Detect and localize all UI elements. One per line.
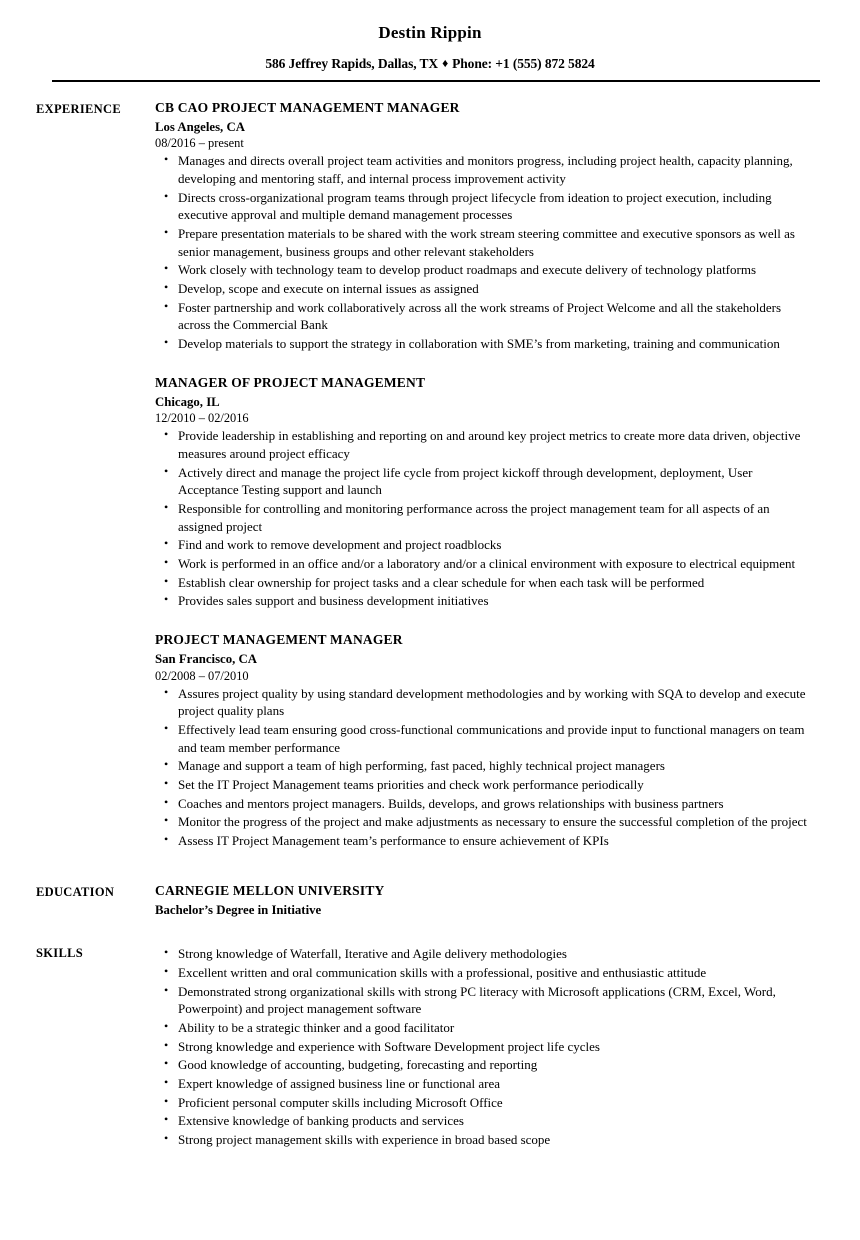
list-item: • Monitor the progress of the project and make adjustments as necessary to ensure the successful completion of the project: [155, 813, 808, 831]
list-item: • Provide leadership in establishing and reporting on and around key project metrics to create more data driven, objective measures around project efficacy: [155, 427, 808, 462]
education-school: CARNEGIE MELLON UNIVERSITY: [155, 882, 385, 898]
list-item: • Work closely with technology team to develop product roadmaps and execute delivery of technology platforms: [155, 261, 808, 279]
section-education: [0, 883, 860, 919]
experience-entry: [155, 632, 808, 850]
list-item: • Expert knowledge of assigned business line or functional area: [155, 1075, 808, 1093]
list-item: • Develop, scope and execute on internal issues as assigned: [155, 280, 808, 298]
list-item: • Directs cross-organizational program teams through project lifecycle from ideation to project execution, including executive approval and multiple demand management processes: [155, 189, 808, 224]
experience-entry: [155, 375, 808, 610]
list-item: • Manage and support a team of high performing, fast paced, highly technical project managers: [155, 757, 808, 775]
job-bullet-list: [155, 427, 808, 610]
list-item: • Responsible for controlling and monitoring performance across the project management team for all aspects of an assigned project: [155, 500, 808, 535]
job-dates: 12/2010 – 02/2016: [155, 411, 249, 426]
job-title: MANAGER OF PROJECT MANAGEMENT: [155, 374, 426, 390]
list-item: • Coaches and mentors project managers. Builds, develops, and grows relationships with business partners: [155, 795, 808, 813]
diamond-separator-icon: ♦: [442, 55, 449, 70]
list-item: • Find and work to remove development and project roadblocks: [155, 536, 808, 554]
job-location: San Francisco, CA: [155, 651, 258, 666]
list-item: • Set the IT Project Management teams priorities and check work performance periodically: [155, 776, 808, 794]
list-item: • Strong knowledge of Waterfall, Iterative and Agile delivery methodologies: [155, 945, 808, 963]
list-item: • Good knowledge of accounting, budgeting, forecasting and reporting: [155, 1056, 808, 1074]
section-label-skills: SKILLS: [36, 946, 83, 961]
list-item: • Ability to be a strategic thinker and a good facilitator: [155, 1019, 808, 1037]
list-item: • Assures project quality by using standard development methodologies and by working with SQA to develop and execute project quality plans: [155, 685, 808, 720]
job-location: Los Angeles, CA: [155, 119, 245, 134]
experience-entry: [155, 100, 808, 353]
list-item: • Proficient personal computer skills including Microsoft Office: [155, 1094, 808, 1112]
section-label-experience: EXPERIENCE: [36, 101, 121, 116]
section-experience: [0, 100, 860, 850]
contact-phone: Phone: +1 (555) 872 5824: [452, 55, 595, 71]
list-item: • Strong project management skills with experience in broad based scope: [155, 1131, 808, 1149]
job-dates: 08/2016 – present: [155, 136, 244, 151]
list-item: • Demonstrated strong organizational skills with strong PC literacy with Microsoft applications (CRM, Excel, Word, Powerpoint) and project management software: [155, 983, 808, 1018]
skills-bullet-list: [155, 945, 808, 1148]
job-title: PROJECT MANAGEMENT MANAGER: [155, 632, 403, 648]
list-item: • Strong knowledge and experience with Software Development project life cycles: [155, 1038, 808, 1056]
contact-address: 586 Jeffrey Rapids, Dallas, TX: [265, 55, 439, 71]
contact-line: [0, 56, 860, 72]
education-entry: [155, 883, 808, 919]
list-item: • Provides sales support and business development initiatives: [155, 592, 808, 610]
list-item: • Work is performed in an office and/or a laboratory and/or a clinical environment with exposure to electrical equipment: [155, 555, 808, 573]
section-skills: [0, 944, 860, 1148]
job-location: Chicago, IL: [155, 394, 220, 409]
skills-body: [155, 944, 808, 1148]
job-title: CB CAO PROJECT MANAGEMENT MANAGER: [155, 99, 460, 115]
job-bullet-list: [155, 685, 808, 850]
list-item: • Establish clear ownership for project tasks and a clear schedule for when each task will be performed: [155, 574, 808, 592]
list-item: • Prepare presentation materials to be shared with the work stream steering committee and executive sponsors as well as senior management, business groups and other relevant stakeholders: [155, 225, 808, 260]
job-dates: 02/2008 – 07/2010: [155, 668, 249, 683]
candidate-name: Destin Rippin: [378, 23, 482, 42]
resume-header: [0, 0, 860, 82]
job-bullet-list: [155, 152, 808, 352]
list-item: • Develop materials to support the strategy in collaboration with SME’s from marketing, training and communication: [155, 335, 808, 353]
list-item: • Assess IT Project Management team’s performance to ensure achievement of KPIs: [155, 832, 808, 850]
list-item: • Effectively lead team ensuring good cross-functional communications and provide input to functional managers on team and team member performance: [155, 721, 808, 756]
experience-entries: [155, 100, 808, 850]
section-label-education: EDUCATION: [36, 884, 115, 899]
list-item: • Excellent written and oral communication skills with a professional, positive and enthusiastic attitude: [155, 964, 808, 982]
education-degree: Bachelor’s Degree in Initiative: [155, 902, 322, 917]
list-item: • Extensive knowledge of banking products and services: [155, 1112, 808, 1130]
list-item: • Actively direct and manage the project life cycle from project kickoff through development, deployment, User Acceptance Testing support and launch: [155, 464, 808, 499]
list-item: • Manages and directs overall project team activities and monitors progress, including project health, capacity planning, developing and mentoring staff, and internal process improvement activity: [155, 152, 808, 187]
list-item: • Foster partnership and work collaboratively across all the work streams of Project Welcome and all the stakeholders across the Commercial Bank: [155, 299, 808, 334]
